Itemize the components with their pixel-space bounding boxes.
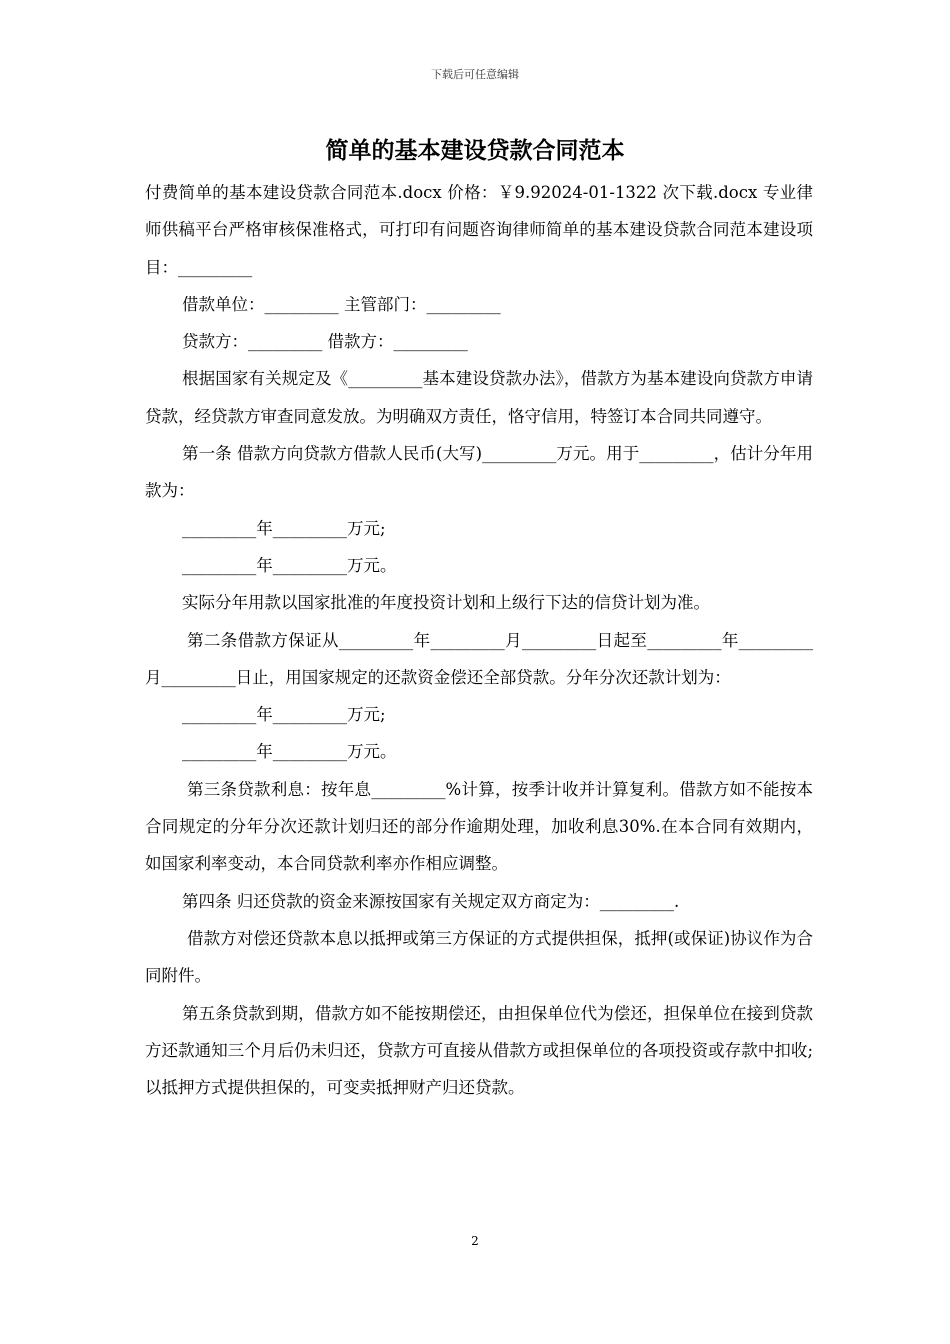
paragraph-article-1: 第一条 借款方向贷款方借款人民币(大写)_________万元。用于_________，估计分年用款为： [145, 444, 813, 501]
paragraph-borrower-unit: 借款单位：_________ 主管部门：_________ [182, 294, 501, 314]
paragraph-annual-plan: 实际分年用款以国家批准的年度投资计划和上级行下达的信贷计划为准。 [182, 593, 710, 613]
paragraph-guarantee: 借款方对偿还贷款本息以抵押或第三方保证的方式提供担保，抵押(或保证)协议作为合同附件。 [145, 928, 813, 986]
paragraph-article-2-year-1: _________年_________万元; [182, 705, 386, 725]
paragraph-intro: 付费简单的基本建设贷款合同范本.docx 价格：￥9.92024-01-1322 次下载.docx 专业律师供稿平台严格审核保准格式，可打印有问题咨询律师简单的基本建设贷款合同范本建设项目：_________ [145, 183, 813, 277]
paragraph-article-1-year-1: _________年_________万元; [182, 518, 386, 538]
paragraph-parties: 贷款方：_________ 借款方：_________ [182, 332, 468, 352]
paragraph-article-3: 第三条贷款利息：按年息_________%计算，按季计收并计算复利。借款方如不能按本合同规定的分年分次还款计划归还的部分作逾期处理，加收利息30%.在本合同有效期内，如国家利率变动，本合同贷款利率亦作相应调整。 [145, 779, 813, 874]
paragraph-article-1-year-2: _________年_________万元。 [182, 555, 397, 575]
paragraph-article-4: 第四条 归还贷款的资金来源按国家有关规定双方商定为：_________. [182, 891, 680, 911]
paragraph-article-2-year-2: _________年_________万元。 [182, 742, 397, 762]
paragraph-article-5: 第五条贷款到期，借款方如不能按期偿还，由担保单位代为偿还，担保单位在接到贷款方还款通知三个月后仍未归还，贷款方可直接从借款方或担保单位的各项投资或存款中扣收;以抵押方式提供担保的，可变卖抵押财产归还贷款。 [145, 1003, 813, 1098]
header-note: 下载后可任意编辑 [431, 68, 519, 81]
document-title: 简单的基本建设贷款合同范本 [325, 137, 625, 164]
page-number: 2 [471, 1234, 479, 1248]
paragraph-preamble: 根据国家有关规定及《_________基本建设贷款办法》，借款方为基本建设向贷款方申请贷款，经贷款方审查同意发放。为明确双方责任，恪守信用，特签订本合同共同遵守。 [145, 369, 813, 426]
document-body [145, 174, 813, 1106]
paragraph-article-2: 第二条借款方保证从_________年_________月_________日起至_________年_________月_________日止，用国家规定的还款资金偿还全部贷款。分年分次还款计划为： [145, 630, 813, 687]
